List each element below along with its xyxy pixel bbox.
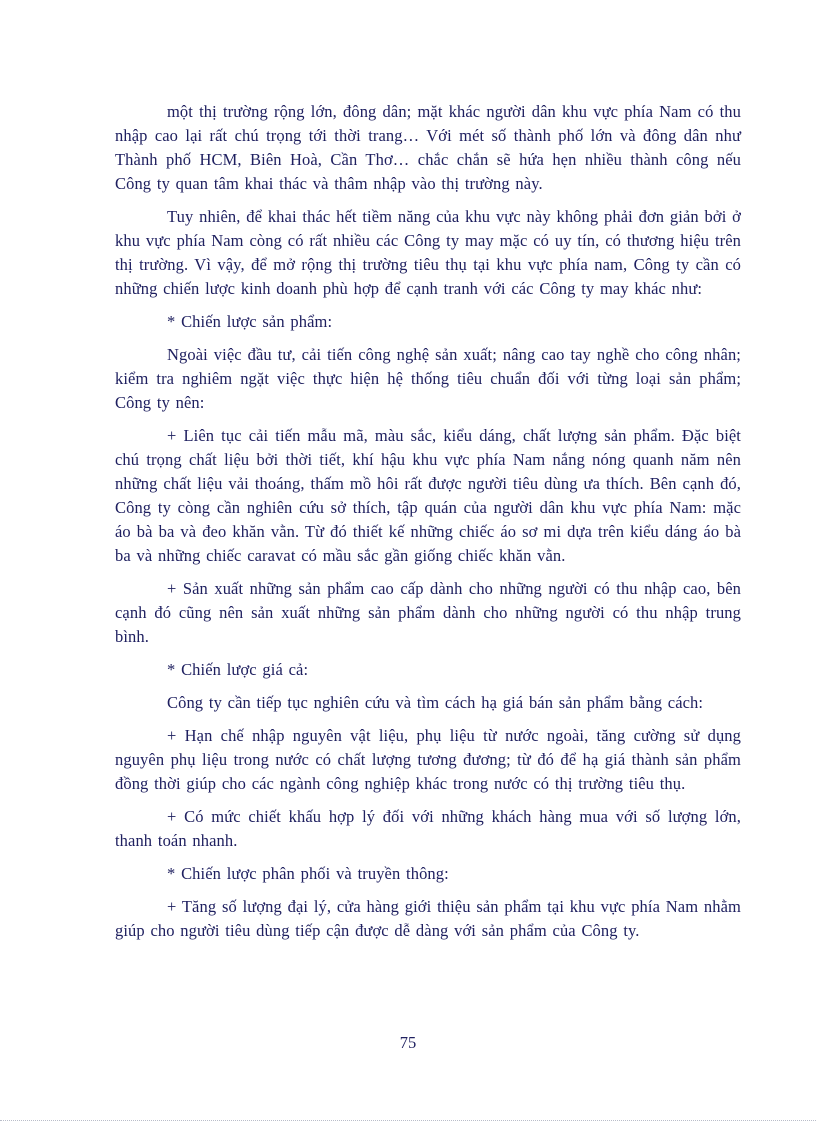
paragraph-product-segments: + Sản xuất những sản phẩm cao cấp dành cho những người có thu nhập cao, bên cạnh đó cũng nên sản xuất những sản phẩm dành cho những người có thu nhập trung bình. [115, 579, 741, 646]
paragraph-price-discount: + Có mức chiết khấu hợp lý đối với những khách hàng mua với số lượng lớn, thanh toán nhanh. [115, 807, 741, 850]
paragraph-product-improvement: + Liên tục cải tiến mẫu mã, màu sắc, kiểu dáng, chất lượng sản phẩm. Đặc biệt chú trọng chất liệu bởi thời tiết, khí hậu khu vực phía Nam nắng nóng quanh năm nên những chất liệu vải thoáng, thấm mồ hôi rất được người tiêu dùng ưa thích. Bên cạnh đó, Công ty còng cần nghiên cứu sở thích, tập quán của người dân khu vực phía Nam: mặc áo bà ba và đeo khăn vằn. Từ đó thiết kế những chiếc áo sơ mi dựa trên kiểu dáng áo bà ba và những chiếc caravat có mầu sắc gần giống chiếc khăn vằn. [115, 426, 741, 565]
heading-product-strategy: * Chiến lược sản phẩm: [167, 312, 333, 331]
page-bottom-divider [0, 1120, 816, 1121]
paragraph-product-intro: Ngoài việc đầu tư, cải tiến công nghệ sản xuất; nâng cao tay nghề cho công nhân; kiểm tra nghiêm ngặt việc thực hiện hệ thống tiêu chuẩn đối với từng loại sản phẩm; Công ty nên: [115, 345, 741, 412]
paragraph-competition: Tuy nhiên, để khai thác hết tiềm năng của khu vực này không phải đơn giản bởi ở khu vực phía Nam còng có rất nhiều các Công ty may mặc có uy tín, có thương hiệu trên thị trường. Vì vậy, để mở rộng thị trường tiêu thụ tại khu vực phía nam, Công ty cần có những chiến lược kinh doanh phù hợp để cạnh tranh với các Công ty may khác như: [115, 207, 741, 298]
paragraph-market-intro: một thị trường rộng lớn, đông dân; mặt khác người dân khu vực phía Nam có thu nhập cao lại rất chú trọng tới thời trang… Với mét số thành phố lớn và đông dân như Thành phố HCM, Biên Hoà, Cần Thơ… chắc chắn sẽ hứa hẹn nhiều thành công nếu Công ty quan tâm khai thác và thâm nhập vào thị trường này. [115, 102, 741, 193]
paragraph-price-intro: Công ty cần tiếp tục nghiên cứu và tìm cách hạ giá bán sản phẩm bằng cách: [167, 693, 704, 712]
paragraph-distribution-agents: + Tăng số lượng đại lý, cửa hàng giới thiệu sản phẩm tại khu vực phía Nam nhằm giúp cho người tiêu dùng tiếp cận được dễ dàng với sản phẩm của Công ty. [115, 897, 741, 940]
heading-price-strategy: * Chiến lược giá cả: [167, 660, 309, 679]
page-content [115, 100, 741, 952]
heading-distribution-strategy: * Chiến lược phân phối và truyền thông: [167, 864, 449, 883]
page-number: 75 [399, 1033, 417, 1052]
paragraph-price-materials: + Hạn chế nhập nguyên vật liệu, phụ liệu từ nước ngoài, tăng cường sử dụng nguyên phụ liệu trong nước có chất lượng tương đương; từ đó để hạ giá thành sản phẩm đồng thời giúp cho các ngành công nghiệp khác trong nước có thị trường tiêu thụ. [115, 726, 741, 793]
